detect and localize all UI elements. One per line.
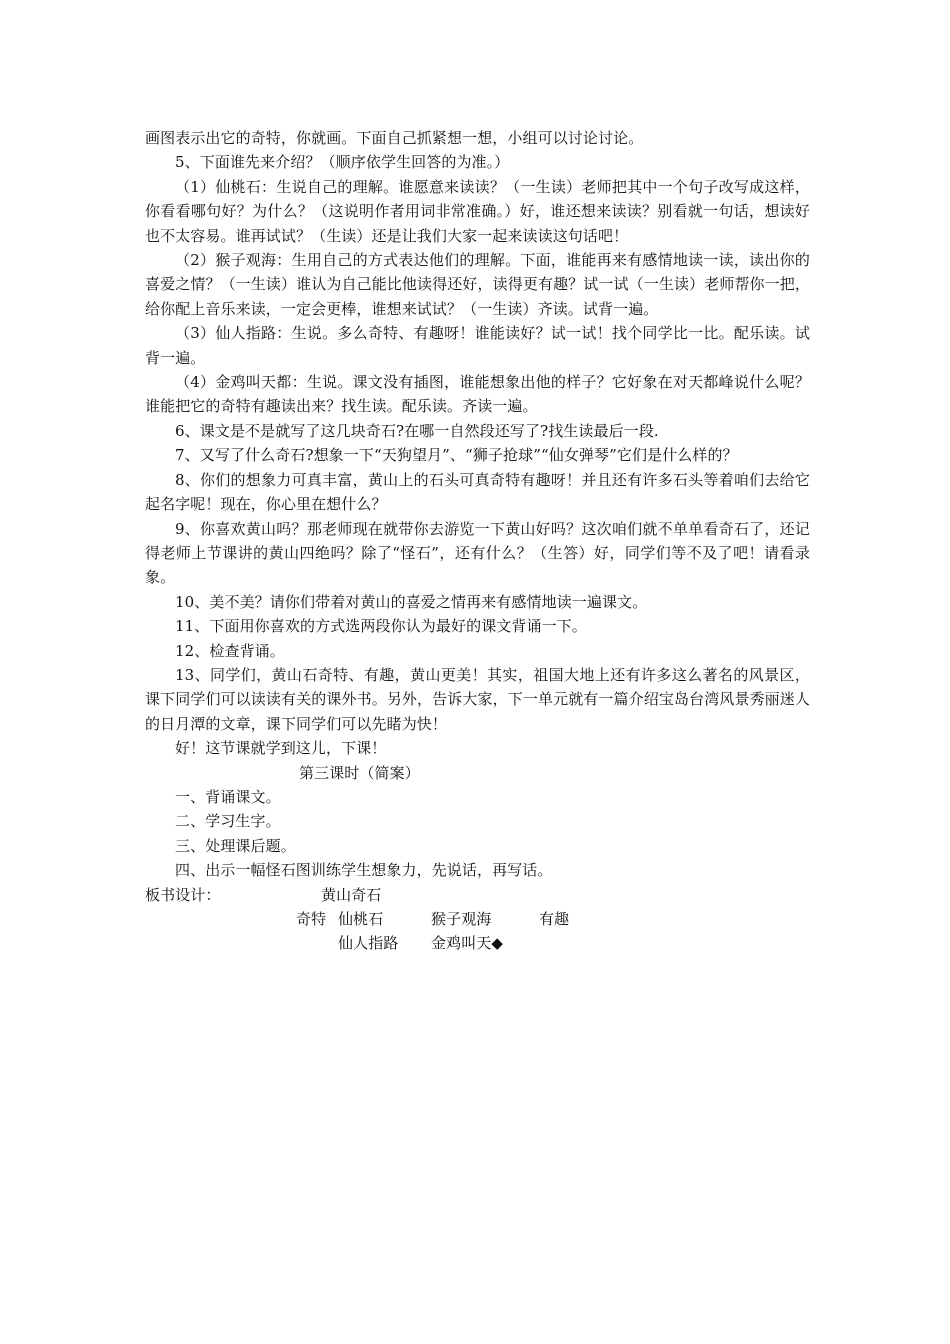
paragraph-step-5: 5、下面谁先来介绍？（顺序依学生回答的为准。） (175, 153, 510, 172)
blackboard-design (145, 883, 810, 959)
third-lesson-item-2: 二、学习生字。 (175, 812, 281, 831)
third-lesson-item-4: 四、出示一幅怪石图训练学生想象力，先说话，再写话。 (175, 861, 553, 880)
paragraph-step-7: 7、又写了什么奇石?想象一下“天狗望月”、“狮子抢球”“仙女弹琴”它们是什么样的？ (175, 446, 738, 465)
paragraph-step-12: 12、检查背诵。 (175, 641, 285, 660)
paragraph-step-6: 6、课文是不是就写了这几块奇石?在哪一自然段还写了?找生读最后一段. (175, 421, 659, 440)
board-youqu: 有趣 (539, 909, 570, 928)
paragraph-xiantao: （1）仙桃石：生说自己的理解。谁愿意来读读？（一生读）老师把其中一个句子改写成这样，你看看哪句好？为什么？（这说明作者用词非常准确。）好，谁还想来读读？别看就一句话，想读好也不太容易。谁再试试？（生读）还是让我们大家一起来读读这句话吧！ (145, 177, 810, 245)
board-label: 板书设计： (145, 885, 221, 904)
third-lesson-title: 第三课时（简案） (299, 763, 420, 782)
third-lesson-item-3: 三、处理课后题。 (175, 836, 296, 855)
third-lesson-item-1: 一、背诵课文。 (175, 787, 281, 806)
paragraph-closing: 好！这节课就学到这儿，下课！ (175, 739, 387, 758)
paragraph-step-11: 11、下面用你喜欢的方式选两段你认为最好的课文背诵一下。 (175, 617, 587, 636)
paragraph-step-13: 13、同学们，黄山石奇特、有趣，黄山更美！其实，祖国大地上还有许多这么著名的风景区，课下同学们可以读读有关的课外书。另外，告诉大家，下一单元就有一篇介绍宝岛台湾风景秀丽迷人的日月潭的文章，课下同学们可以先睹为快！ (145, 665, 810, 733)
board-qite: 奇特 (296, 909, 327, 928)
paragraph-step-8: 8、你们的想象力可真丰富，黄山上的石头可真奇特有趣呀！并且还有许多石头等着咱们去给它起名字呢！现在，你心里在想什么？ (145, 470, 810, 514)
paragraph-xianren: （3）仙人指路：生说。多么奇特、有趣呀！谁能读好？试一试！找个同学比一比。配乐读。试背一遍。 (145, 324, 810, 367)
board-xianren: 仙人指路 (338, 933, 399, 952)
board-houzi: 猴子观海 (431, 909, 492, 928)
paragraph-jinji: （4）金鸡叫天都：生说。课文没有插图，谁能想象出他的样子？它好象在对天都峰说什么呢？谁能把它的奇特有趣读出来？找生读。配乐读。齐读一遍。 (145, 373, 810, 416)
document-body (145, 126, 810, 959)
board-jinji: 金鸡叫天◆ (431, 933, 504, 952)
paragraph-step-10: 10、美不美？请你们带着对黄山的喜爱之情再来有感情地读一遍课文。 (175, 592, 648, 611)
paragraph-step-9: 9、你喜欢黄山吗？那老师现在就带你去游览一下黄山好吗？这次咱们就不单单看奇石了，还记得老师上节课讲的黄山四绝吗？除了“怪石”，还有什么？（生答）好，同学们等不及了吧！请看录象。 (145, 519, 810, 587)
paragraph-houzi: （2）猴子观海：生用自己的方式表达他们的理解。下面，谁能再来有感情地读一读，读出你的喜爱之情？（一生读）谁认为自己能比他读得还好，读得更有趣？试一试（一生读）老师帮你一把，给你配上音乐来读，一定会更棒，谁想来试试？（一生读）齐读。试背一遍。 (145, 251, 810, 318)
board-title: 黄山奇石 (321, 885, 382, 904)
paragraph-continuation: 画图表示出它的奇特，你就画。下面自己抓紧想一想，小组可以讨论讨论。 (145, 129, 644, 147)
board-xiantao: 仙桃石 (338, 909, 384, 928)
